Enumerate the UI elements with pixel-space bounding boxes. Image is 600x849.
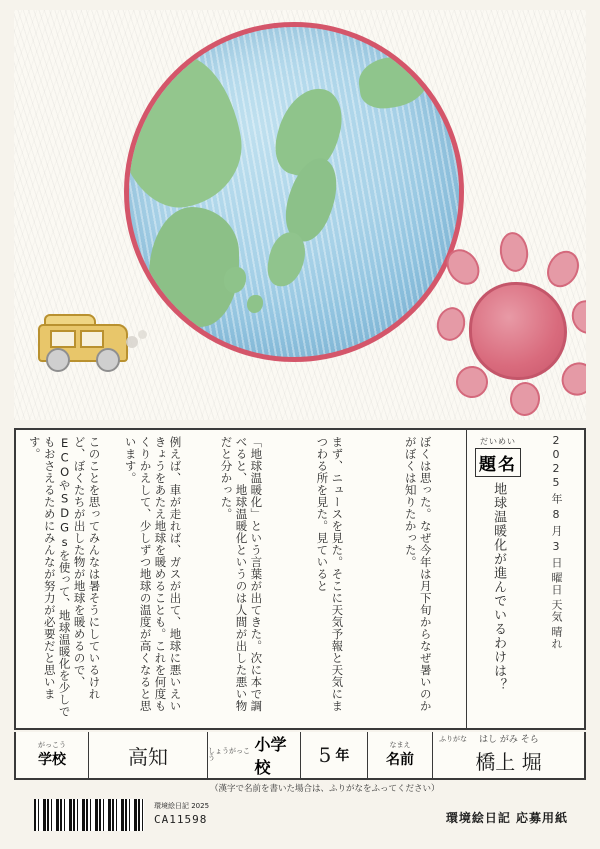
diary-column: [374, 436, 462, 722]
school-value: 高知: [128, 744, 168, 769]
truck-wheel: [46, 348, 70, 372]
diary-column-text: 「地球温暖化」という言葉が出てきた。次に本で調べると、地球温暖化というのは人間が出した悪い物だと分かった。: [219, 436, 264, 712]
school-value-cell[interactable]: [88, 732, 207, 778]
sun-icon: [469, 282, 567, 380]
furigana-value: はし がみ そら: [479, 735, 539, 745]
diary-column-text: このことを思ってみんなは暑そうにしているけれど、ぼくたちが出した物が地球を暖めるので、ECOやSDGsを使って、地球温暖化を少しでもおさえるためにみんなが努力が必要だと思います。: [27, 436, 102, 718]
name-value: 橋上 堀: [475, 749, 542, 774]
diary-column: [108, 436, 196, 722]
furigana-label: ふりがな: [439, 735, 467, 743]
truck-wheel: [96, 348, 120, 372]
school-label-cell: [16, 732, 88, 778]
code-value: CA11598: [154, 812, 208, 826]
name-label-ruby: なまえ: [389, 740, 411, 749]
name-label: 名前: [386, 751, 414, 768]
truck-window: [80, 330, 104, 348]
code-block: [154, 801, 209, 828]
barcode: [34, 799, 144, 831]
date-box: [528, 430, 584, 728]
title-and-date-column: [466, 430, 584, 728]
elementary-label-ruby: しょうがっこう: [208, 747, 250, 762]
diary-column: [20, 436, 108, 722]
diary-column-text: ぼくは思った。なぜ今年は月下旬からなぜ暑いのかがぼくは知りたかった。: [403, 436, 433, 712]
date-day: 3: [549, 540, 563, 554]
truck-drawing: [34, 310, 138, 372]
title-heading: 題名: [475, 448, 521, 477]
drawing-area: [14, 10, 586, 420]
elementary-label-cell: [207, 732, 300, 778]
diary-column-text: 例えば、車が走れば、ガスが出て、地球に悪いえいきょうをあたえ地球を暖めることも。これを何度もくりかえして、少しずつ地球の温度が高くなると思います。: [123, 436, 183, 712]
exhaust-smoke: [126, 336, 138, 348]
name-note: （漢字で名前を書いた場合は、ふりがなをふってください）: [210, 784, 440, 794]
exhaust-smoke: [138, 330, 147, 339]
footer-area: [14, 795, 586, 839]
diary-title-text: 地球温暖化が進んでいるわけは？: [491, 482, 507, 692]
date-month-label: 月: [550, 525, 563, 537]
truck-window: [50, 330, 76, 348]
diary-column: [285, 436, 373, 722]
name-value-cell[interactable]: [432, 732, 584, 778]
school-label: 学校: [38, 751, 66, 768]
date-month: 8: [549, 508, 563, 522]
date-year: 2025: [549, 434, 563, 490]
diary-text-area: [14, 428, 586, 730]
elementary-label: 小学校: [254, 735, 287, 777]
title-box: [468, 430, 528, 728]
code-caption: 環境絵日記 2025: [154, 802, 210, 810]
weather-value: 晴れ: [550, 626, 563, 650]
date-weekday: 曜日: [550, 572, 563, 596]
land-mass: [149, 207, 239, 327]
form-title: 環境絵日記 応募用紙: [445, 811, 568, 825]
date-year-label: 年: [550, 493, 563, 505]
grade-cell[interactable]: [300, 732, 367, 778]
diary-column-text: まず、ニュースを見た。そこに天気予報と天気にまつわる所を見た。見ていると: [315, 436, 345, 712]
weather-label: 天気: [550, 599, 563, 623]
grade-label: 年: [335, 748, 350, 764]
title-ruby: だいめい: [480, 437, 516, 446]
name-label-cell: [367, 732, 432, 778]
diary-column: [197, 436, 285, 722]
school-label-ruby: がっこう: [38, 740, 66, 749]
date-day-label: 日: [550, 557, 563, 569]
earth-globe: [124, 22, 464, 362]
school-name-row: [14, 732, 586, 780]
grade-value: 5: [318, 743, 332, 767]
diary-body-columns: [16, 430, 466, 728]
